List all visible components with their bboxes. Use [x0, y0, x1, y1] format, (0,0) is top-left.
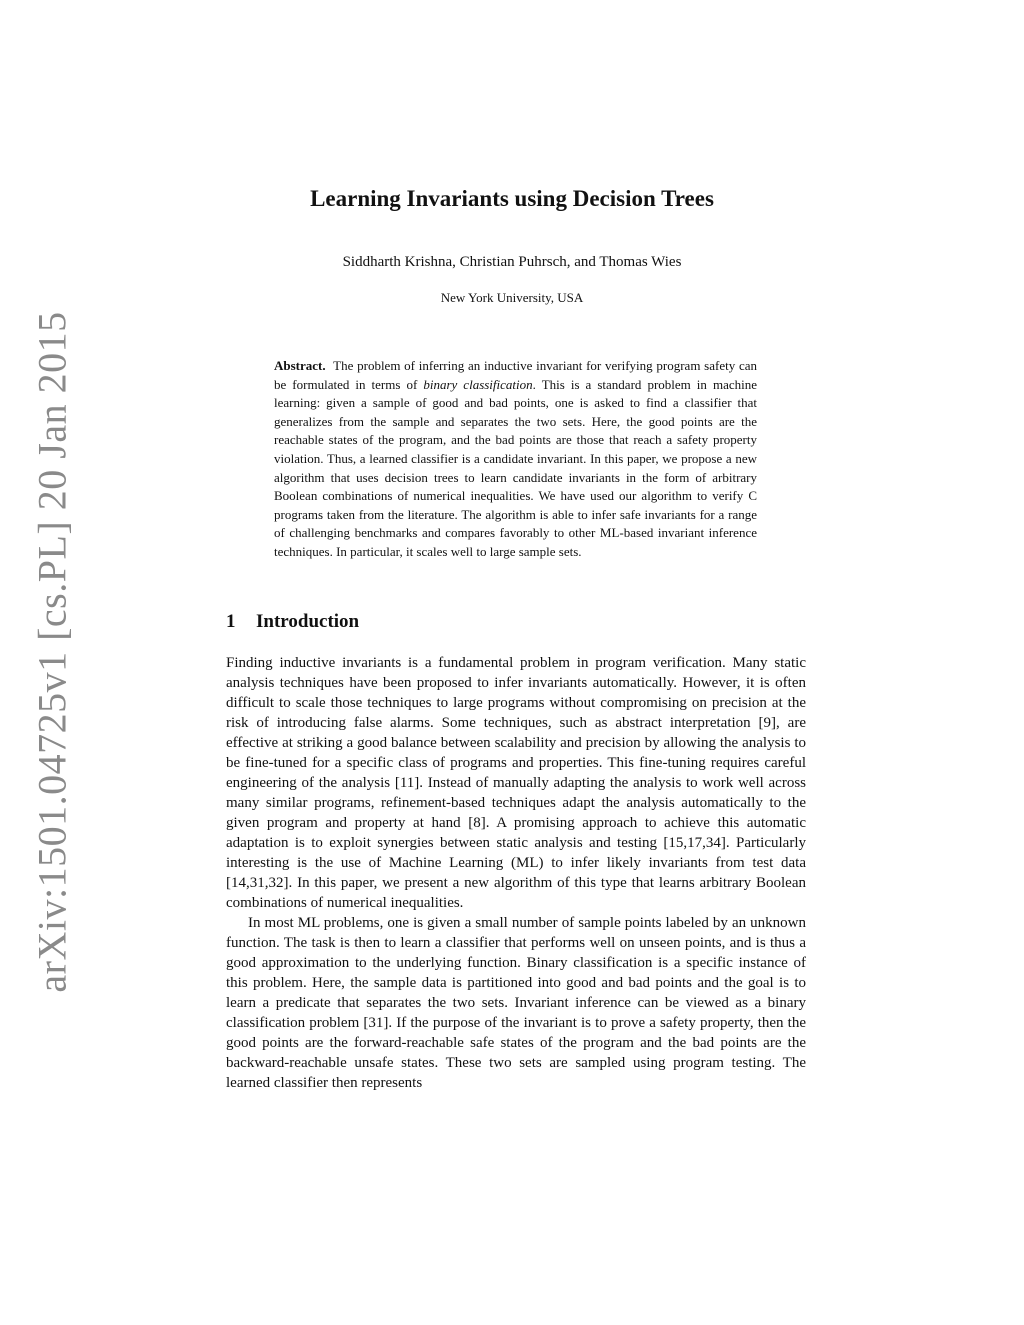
paper-authors: Siddharth Krishna, Christian Puhrsch, and Thomas Wies	[342, 254, 682, 270]
section-title: Introduction	[256, 611, 360, 632]
paper-title: Learning Invariants using Decision Trees	[310, 186, 714, 211]
paragraph: In most ML problems, one is given a small number of sample points labeled by an unknown function. The task is then to learn a classifier that performs well on unseen points, and is thus a good approximation to the underlying function. Binary classification is a specific instance of this problem. Here, the sample data is partitioned into good and bad points and the goal is to learn a predicate that separates the two sets. Invariant inference can be viewed as a binary classification problem [31]. If the purpose of the invariant is to prove a safety property, then the good points are the forward-reachable safe states of the program and the bad points are the backward-reachable unsafe states. These two sets are sampled using program testing. The learned classifier then represents	[226, 915, 806, 1091]
abstract-emphasis: binary classification	[423, 376, 533, 392]
abstract-text-after: . This is a standard problem in machine learning: given a sample of good and bad points, one is asked to find a classifier that generalizes from the sample and separates the two sets. Here, the good points are the reachable states of the program, and the bad points are those that reach a safety property violation. Thus, a learned classifier is a candidate invariant. In this paper, we propose a new algorithm that uses decision trees to learn candidate invariants in the form of arbitrary Boolean combinations of numerical inequalities. We have used our algorithm to verify C programs taken from the literature. The algorithm is able to infer safe invariants for a range of challenging benchmarks and compares favorably to other ML-based invariant inference techniques. In particular, it scales well to large sample sets.	[274, 376, 757, 559]
abstract-label: Abstract.	[274, 358, 326, 373]
paper-affiliation: New York University, USA	[440, 290, 584, 305]
paragraph: Finding inductive invariants is a fundamental problem in program verification. Many static analysis techniques have been proposed to infer invariants automatically. However, it is often difficult to scale those techniques to large programs without compromising on precision at the risk of introducing false alarms. Some techniques, such as abstract interpretation [9], are effective at striking a good balance between scalability and precision by allowing the analysis to be fine-tuned for a specific class of programs and properties. This fine-tuning requires careful engineering of the analysis [11]. Instead of manually adapting the analysis to work well across many similar programs, refinement-based techniques adapt the analysis automatically to the given program and property at hand [8]. A promising approach to achieve this automatic adaptation is to exploit synergies between static analysis and testing [15,17,34]. Particularly interesting is the use of Machine Learning (ML) to infer likely invariants from test data [14,31,32]. In this paper, we present a new algorithm of this type that learns arbitrary Boolean combinations of numerical inequalities.	[226, 655, 806, 911]
arxiv-side-stamp: arXiv:1501.04725v1 [cs.PL] 20 Jan 2015	[29, 311, 75, 993]
section-heading	[226, 611, 359, 633]
abstract-text-before: The problem of inferring an inductive invariant for verifying program safety can be formulated in terms of	[274, 358, 758, 392]
abstract	[274, 357, 757, 562]
section-number: 1	[226, 611, 236, 632]
body-text	[226, 653, 806, 1093]
